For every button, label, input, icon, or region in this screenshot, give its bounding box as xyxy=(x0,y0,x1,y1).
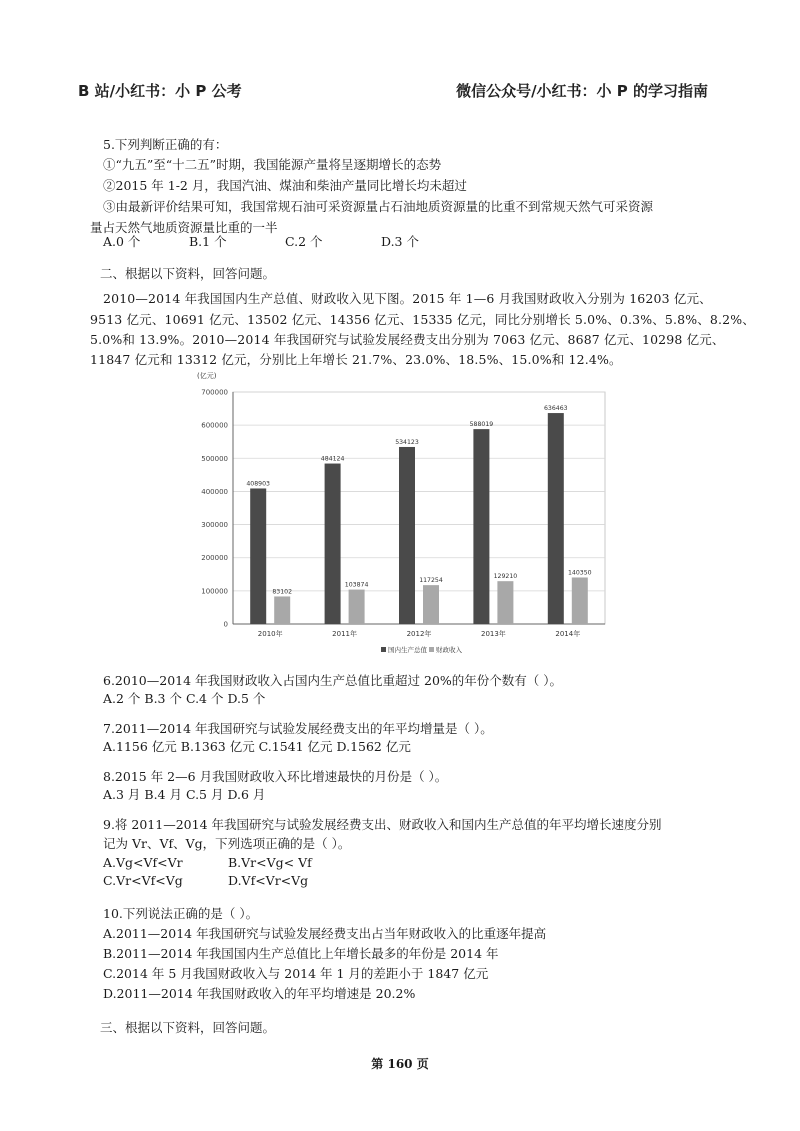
y-unit-label: (亿元) xyxy=(197,372,217,380)
q9-option-b[interactable]: B.Vr<Vg< Vf xyxy=(228,855,312,870)
header-right: 微信公众号/小红书：小 P 的学习指南 xyxy=(456,82,708,100)
q5-options xyxy=(103,232,419,250)
q9-option-d[interactable]: D.Vf<Vr<Vg xyxy=(228,873,309,888)
data-label: 636463 xyxy=(543,405,568,413)
page-number: 第 160 页 xyxy=(371,1057,429,1071)
legend-label: 财政收入 xyxy=(436,646,462,654)
q5-option-c[interactable]: C.2 个 xyxy=(285,234,323,249)
data-label: 140350 xyxy=(567,569,592,577)
data-label: 129210 xyxy=(493,573,518,581)
bar-revenue xyxy=(423,585,439,624)
y-tick-label: 100000 xyxy=(201,587,228,596)
y-tick-label: 200000 xyxy=(201,554,228,563)
section2-para-line4: 11847 亿元和 13312 亿元，分别比上年增长 21.7%、23.0%、18.5%、15.0%和 12.4%。 xyxy=(90,352,622,367)
y-tick-label: 300000 xyxy=(201,521,228,530)
q9-option-a[interactable]: A.Vg<Vf<Vr xyxy=(103,855,183,870)
gdp-revenue-bar-chart xyxy=(195,368,615,663)
q6-stem: 6.2010—2014 年我国财政收入占国内生产总值比重超过 20%的年份个数有（ ）。 xyxy=(103,673,563,688)
data-label: 484124 xyxy=(320,455,345,463)
q5-option-d[interactable]: D.3 个 xyxy=(381,234,419,249)
q5-statement-3a: ③由最新评价结果可知，我国常规石油可采资源量占石油地质资源量的比重不到常规天然气可采资源 xyxy=(103,199,654,214)
q10-stem: 10.下列说法正确的是（ ）。 xyxy=(103,906,259,921)
legend-swatch xyxy=(429,647,434,652)
q5-option-a[interactable]: A.0 个 xyxy=(103,234,141,249)
q9-stem-line2: 记为 Vr、Vf、Vg，下列选项正确的是（ ）。 xyxy=(103,836,351,851)
bar-gdp xyxy=(473,429,489,624)
q5-statement-1: ①“九五”至“十二五”时期，我国能源产量将呈逐期增长的态势 xyxy=(103,157,442,172)
header-left: B 站/小红书：小 P 公考 xyxy=(78,82,242,100)
data-label: 408903 xyxy=(246,480,271,488)
x-tick-label: 2012年 xyxy=(406,630,432,638)
q8-options: A.3 月 B.4 月 C.5 月 D.6 月 xyxy=(103,787,266,802)
bar-revenue xyxy=(497,581,513,624)
data-label: 588019 xyxy=(469,421,494,429)
x-tick-label: 2014年 xyxy=(555,630,581,638)
x-tick-label: 2013年 xyxy=(480,630,506,638)
q7-stem: 7.2011—2014 年我国研究与试验发展经费支出的年平均增量是（ ）。 xyxy=(103,721,493,736)
q7-options: A.1156 亿元 B.1363 亿元 C.1541 亿元 D.1562 亿元 xyxy=(103,739,411,754)
section3-title: 三、根据以下资料，回答问题。 xyxy=(100,1020,276,1035)
q5-statement-2: ②2015 年 1-2 月，我国汽油、煤油和柴油产量同比增长均未超过 xyxy=(103,178,467,193)
bar-gdp xyxy=(548,413,564,624)
x-tick-label: 2010年 xyxy=(257,630,283,638)
q10-option-b[interactable]: B.2011—2014 年我国国内生产总值比上年增长最多的年份是 2014 年 xyxy=(103,946,499,961)
section2-para-line2: 9513 亿元、10691 亿元、13502 亿元、14356 亿元、15335 亿元，同比分别增长 5.0%、0.3%、5.8%、8.2%、 xyxy=(90,312,755,327)
data-label: 103874 xyxy=(344,581,369,589)
q9-option-c[interactable]: C.Vr<Vf<Vg xyxy=(103,873,183,888)
y-tick-label: 500000 xyxy=(201,454,228,463)
legend-swatch xyxy=(381,647,386,652)
q9-stem-line1: 9.将 2011—2014 年我国研究与试验发展经费支出、财政收入和国内生产总值的年平均增长速度分别 xyxy=(103,817,662,832)
data-label: 117254 xyxy=(419,577,443,585)
bar-revenue xyxy=(274,596,290,624)
bar-gdp xyxy=(399,447,415,624)
y-tick-label: 700000 xyxy=(201,388,228,397)
section2-title: 二、根据以下资料，回答问题。 xyxy=(100,266,276,281)
q10-option-c[interactable]: C.2014 年 5 月我国财政收入与 2014 年 1 月的差距小于 1847 亿元 xyxy=(103,966,489,981)
q10-option-a[interactable]: A.2011—2014 年我国研究与试验发展经费支出占当年财政收入的比重逐年提高 xyxy=(103,926,547,941)
q6-options: A.2 个 B.3 个 C.4 个 D.5 个 xyxy=(103,691,266,706)
q5-option-b[interactable]: B.1 个 xyxy=(189,234,227,249)
q5-statement-3b: 量占天然气地质资源量比重的一半 xyxy=(90,220,278,235)
section2-para-line1: 2010—2014 年我国国内生产总值、财政收入见下图。2015 年 1—6 月我国财政收入分别为 16203 亿元、 xyxy=(103,291,712,306)
section2-para-line3: 5.0%和 13.9%。2010—2014 年我国研究与试验发展经费支出分别为 7063 亿元、8687 亿元、10298 亿元、 xyxy=(90,332,725,347)
y-tick-label: 400000 xyxy=(201,487,228,496)
bar-gdp xyxy=(250,488,266,624)
bar-revenue xyxy=(349,590,365,624)
y-tick-label: 600000 xyxy=(201,421,228,430)
q10-option-d[interactable]: D.2011—2014 年我国财政收入的年平均增速是 20.2% xyxy=(103,986,416,1001)
data-label: 83102 xyxy=(272,588,293,596)
bar-revenue xyxy=(572,577,588,624)
q5-stem: 5.下列判断正确的有： xyxy=(103,137,228,152)
q8-stem: 8.2015 年 2—6 月我国财政收入环比增速最快的月份是（ ）。 xyxy=(103,769,448,784)
bar-gdp xyxy=(325,464,341,624)
data-label: 534123 xyxy=(395,438,419,446)
legend-label: 国内生产总值 xyxy=(388,646,427,654)
x-tick-label: 2011年 xyxy=(332,630,358,638)
y-tick-label: 0 xyxy=(223,620,228,629)
